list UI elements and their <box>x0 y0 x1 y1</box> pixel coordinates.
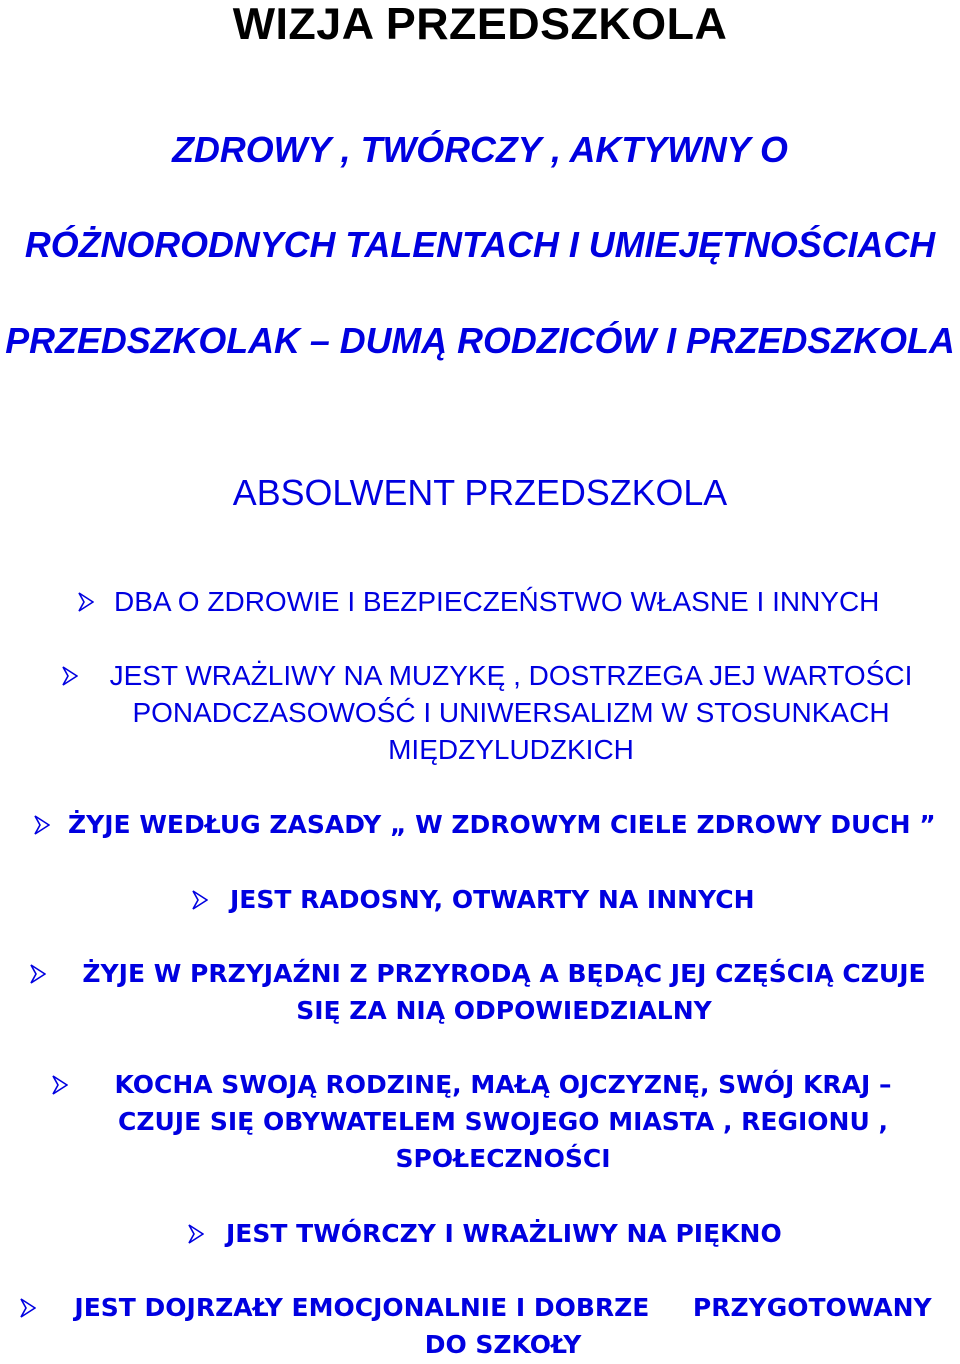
list-item: JEST TWÓRCZY I WRAŻLIWY NA PIĘKNO <box>226 1219 782 1248</box>
list-item: DBA O ZDROWIE I BEZPIECZEŃSTWO WŁASNE I INNYCH <box>114 586 880 617</box>
list-item: JEST DOJRZAŁY EMOCJONALNIE I DOBRZE PRZYGOTOWANY DO SZKOŁY <box>74 1293 932 1359</box>
section-heading: ABSOLWENT PRZEDSZKOLA <box>232 473 728 513</box>
bullet-arrowhead-icon <box>34 815 50 835</box>
bullet-arrowhead-icon <box>188 1224 204 1244</box>
motto-line-3: PRZEDSZKOLAK – DUMĄ RODZICÓW I PRZEDSZKOLA <box>5 321 955 361</box>
bullet-arrowhead-icon <box>52 1075 68 1095</box>
bullet-arrowhead-icon <box>62 666 78 686</box>
list-item: ŻYJE W PRZYJAŹNI Z PRZYRODĄ A BĘDĄC JEJ CZĘŚCIĄ CZUJE SIĘ ZA NIĄ ODPOWIEDZIALNY <box>82 959 926 1025</box>
bullet-arrowhead-icon <box>192 890 208 910</box>
motto-line-2: RÓŻNORODNYCH TALENTACH I UMIEJĘTNOŚCIACH <box>24 225 936 265</box>
bullet-arrowhead-icon <box>30 964 46 984</box>
bullet-arrowhead-icon <box>78 592 94 612</box>
list-item: JEST WRAŻLIWY NA MUZYKĘ , DOSTRZEGA JEJ WARTOŚCI PONADCZASOWOŚĆ I UNIWERSALIZM W STOSUNKACH MIĘDZYLUDZKICH <box>109 660 913 765</box>
list-item: KOCHA SWOJĄ RODZINĘ, MAŁĄ OJCZYZNĘ, SWÓJ KRAJ – CZUJE SIĘ OBYWATELEM SWOJEGO MIASTA , REGIONU , SPOŁECZNOŚCI <box>114 1070 892 1173</box>
list-item: ŻYJE WEDŁUG ZASADY „ W ZDROWYM CIELE ZDROWY DUCH ” <box>68 810 936 839</box>
motto-line-1: ZDROWY , TWÓRCZY , AKTYWNY O <box>172 130 788 170</box>
bullet-arrowhead-icon <box>20 1298 36 1318</box>
page-title: WIZJA PRZEDSZKOLA <box>232 0 728 49</box>
list-item: JEST RADOSNY, OTWARTY NA INNYCH <box>230 885 755 914</box>
